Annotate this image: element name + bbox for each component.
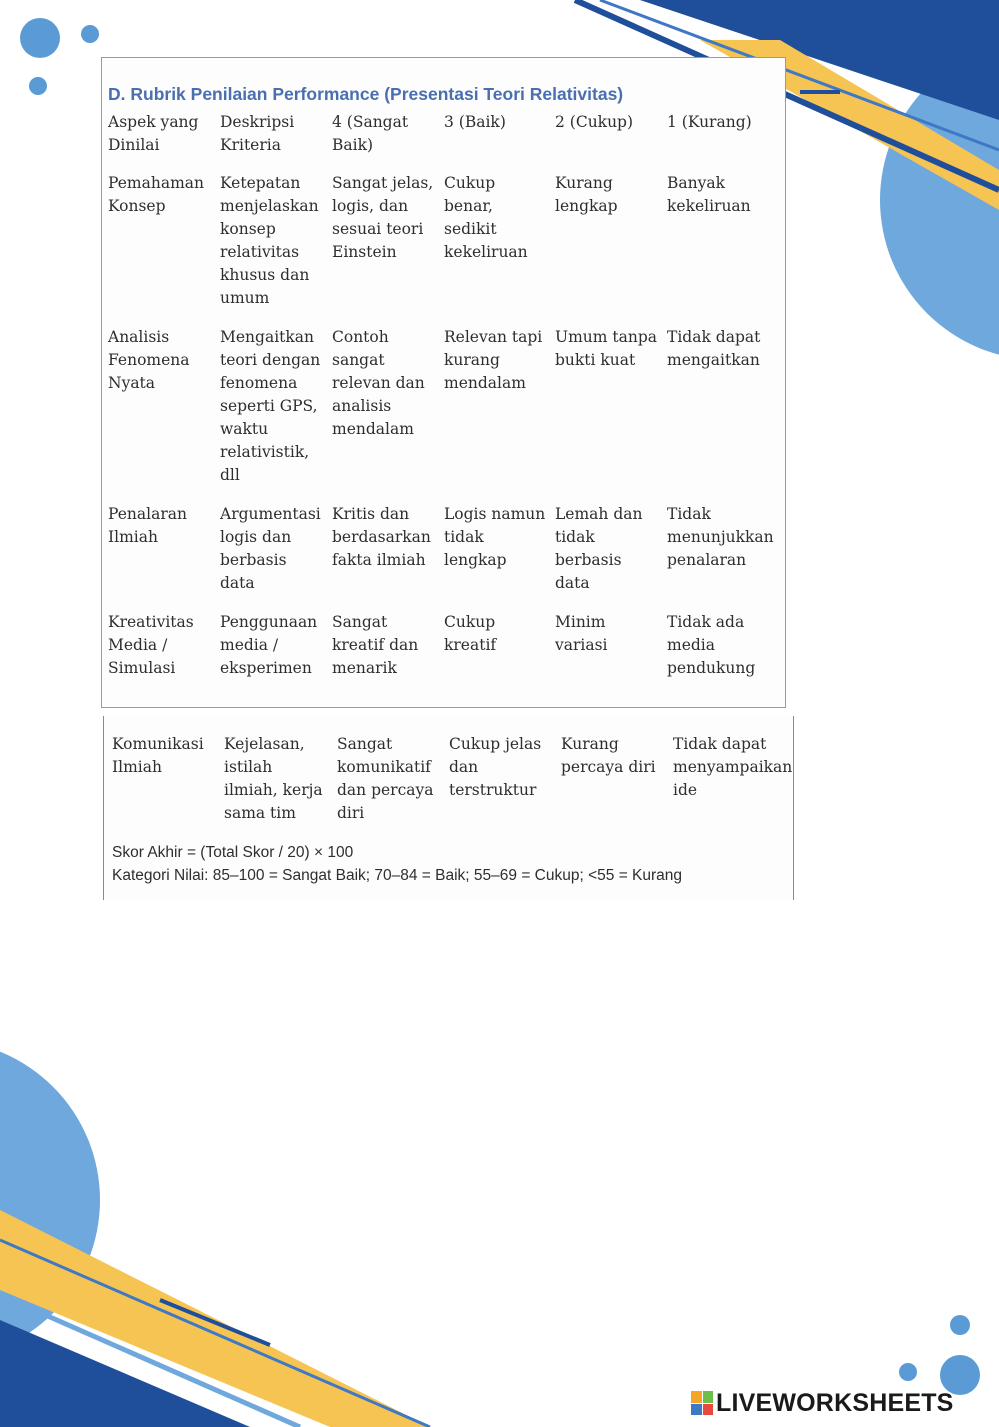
logo-mark-icon [691,1391,713,1415]
table-cell: Sangat komunikatif dan percaya diri [337,735,434,822]
table-cell: Argumentasi logis dan berbasis data [220,505,321,592]
table-cell: Ketepatan menjelaskan konsep relativitas khusus dan umum [220,174,319,307]
logo-text: LIVEWORKSHEETS [716,1388,954,1417]
score-formula: Skor Akhir = (Total Skor / 20) × 100 [112,844,354,861]
table-cell: Cukup jelas dan terstruktur [449,735,542,799]
table-cell: Tidak dapat menyampaikan ide [673,735,793,799]
grade-categories: Kategori Nilai: 85–100 = Sangat Baik; 70–84 = Baik; 55–69 = Cukup; <55 = Kurang [112,867,683,884]
table-cell: Sangat jelas, logis, dan sesuai teori Einstein [332,174,434,261]
decorative-dot [899,1363,917,1381]
table-cell: Tidak dapat mengaitkan [667,328,761,369]
table-cell: Kreativitas Media / Simulasi [108,613,194,677]
table-cell: Penggunaan media / eksperimen [220,613,318,677]
section-title: D. Rubrik Penilaian Performance (Presentasi Teori Relativitas) [108,84,624,104]
rubric-table-continuation [103,716,794,900]
table-cell: Sangat kreatif dan menarik [332,613,419,677]
table-cell: Umum tanpa bukti kuat [555,328,657,369]
header-cell: 2 (Cukup) [555,113,634,131]
table-cell: Lemah dan tidak berbasis data [555,505,643,592]
table-cell: Tidak ada media pendukung [667,613,756,677]
header-cell: 1 (Kurang) [667,113,752,131]
decorative-dot [81,25,99,43]
table-cell: Kejelasan, istilah ilmiah, kerja sama tim [224,735,323,822]
table-cell: Komunikasi Ilmiah [112,735,204,776]
table-cell: Pemahaman Konsep [108,174,204,215]
table-cell: Kurang percaya diri [561,735,656,776]
table-cell: Cukup benar, sedikit kekeliruan [444,174,528,261]
table-cell: Contoh sangat relevan dan analisis mendalam [332,328,425,438]
header-cell: Aspek yang Dinilai [108,113,199,154]
table-cell: Kurang lengkap [555,174,618,215]
header-cell: 4 (Sangat Baik) [332,113,409,154]
table-cell: Relevan tapi kurang mendalam [444,328,543,392]
header-cell: 3 (Baik) [444,113,506,131]
table-cell: Kritis dan berdasarkan fakta ilmiah [332,505,431,569]
decorative-dot [29,77,47,95]
rubric-table-card [101,57,786,708]
table-cell: Logis namun tidak lengkap [444,505,546,569]
decorative-dot [950,1315,970,1335]
table-cell: Analisis Fenomena Nyata [108,328,190,392]
table-cell: Cukup kreatif [444,613,497,654]
decorative-dot [20,18,60,58]
table-cell: Tidak menunjukkan penalaran [667,505,774,569]
table-cell: Mengaitkan teori dengan fenomena seperti GPS, waktu relativistik, dll [220,328,321,484]
header-cell: Deskripsi Kriteria [220,113,295,154]
table-cell: Penalaran Ilmiah [108,505,187,546]
liveworksheets-logo[interactable] [691,1388,954,1418]
table-cell: Banyak kekeliruan [667,174,751,215]
table-cell: Minim variasi [555,613,608,654]
